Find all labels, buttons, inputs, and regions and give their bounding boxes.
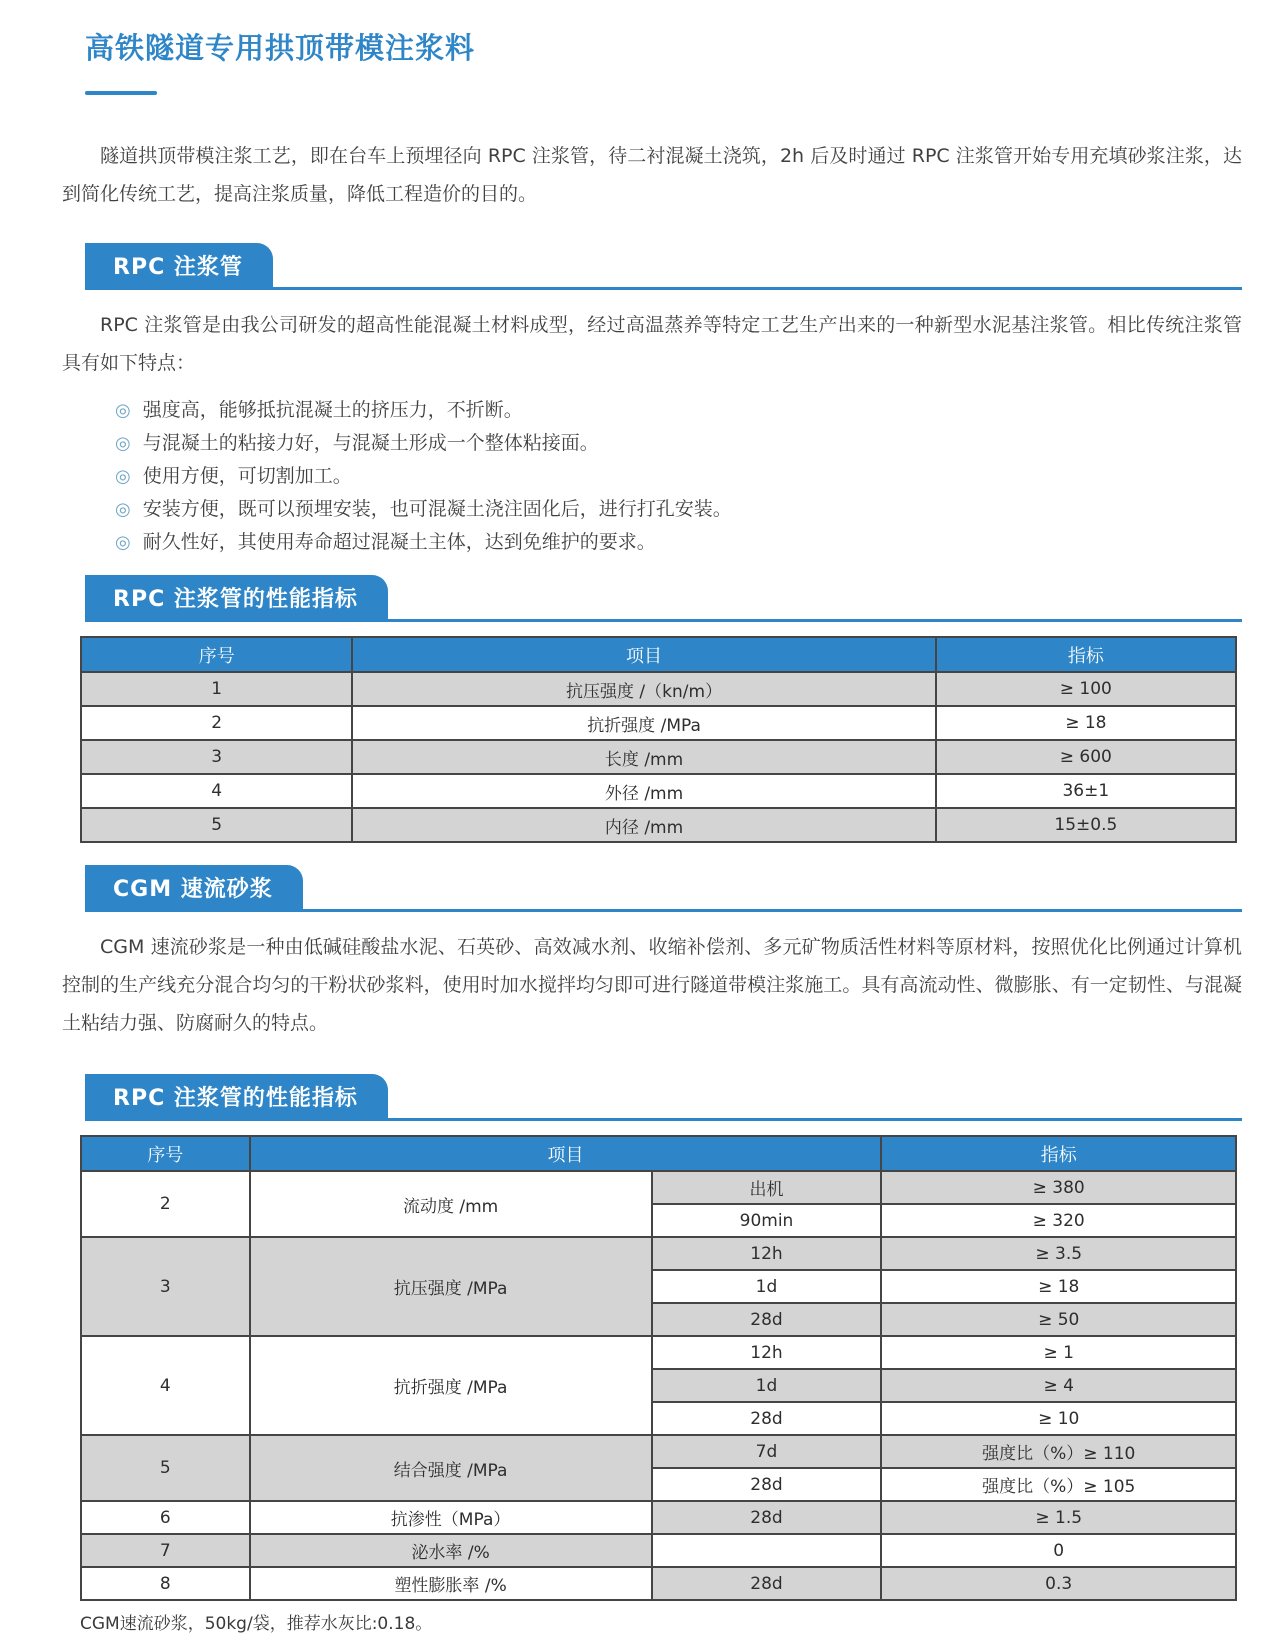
- table-cell: ≥ 4: [881, 1369, 1236, 1402]
- table-cell: 12h: [652, 1237, 882, 1270]
- cgm-body-paragraph: CGM 速流砂浆是一种由低碱硅酸盐水泥、石英砂、高效减水剂、收缩补偿剂、多元矿物质活性材料等原材料，按照优化比例通过计算机控制的生产线充分混合均匀的干粉状砂浆料，使用时加水搅拌均匀即可进行隧道带模注浆施工。具有高流动性、微膨胀、有一定韧性、与混凝土粘结力强、防腐耐久的特点。: [62, 936, 1242, 1034]
- cgm-spec-table: [80, 1135, 1237, 1601]
- table-cell: 外径 /mm: [352, 774, 935, 808]
- list-item: [115, 427, 1242, 460]
- bullet-icon: ◎: [115, 499, 131, 520]
- title-underline: [85, 91, 157, 95]
- table-cell: 序号: [81, 637, 352, 672]
- table-cell: 项目: [352, 637, 935, 672]
- table-row: [81, 706, 1236, 740]
- footer-note: CGM速流砂浆，50kg/袋，推荐水灰比:0.18。: [80, 1614, 433, 1634]
- section-cgm-table: [62, 1074, 1242, 1601]
- list-item-text: 使用方便，可切割加工。: [142, 465, 352, 487]
- intro-paragraph: 隧道拱顶带模注浆工艺，即在台车上预埋径向 RPC 注浆管，待二衬混凝土浇筑，2h 后及时通过 RPC 注浆管开始专用充填砂浆注浆，达到简化传统工艺，提高注浆质量，降低工程造价的目的。: [62, 145, 1242, 205]
- table-cell: 抗压强度 /（kn/m）: [352, 672, 935, 706]
- table-cell: ≥ 1: [881, 1336, 1236, 1369]
- table-cell: 强度比（%）≥ 110: [881, 1435, 1236, 1468]
- table-cell: 3: [81, 740, 352, 774]
- list-item: [115, 493, 1242, 526]
- table-cell: 8: [81, 1567, 250, 1600]
- table-cell: ≥ 600: [936, 740, 1236, 774]
- table-row: [81, 740, 1236, 774]
- table-cell: [652, 1534, 882, 1567]
- table-cell: 2: [81, 1171, 250, 1237]
- table-cell: 抗渗性（MPa）: [250, 1501, 652, 1534]
- bullet-icon: ◎: [115, 400, 131, 421]
- table-cell: 28d: [652, 1501, 882, 1534]
- table-cell: 出机: [652, 1171, 882, 1204]
- table-cell: ≥ 18: [936, 706, 1236, 740]
- table-row: [81, 1567, 1236, 1600]
- bullet-icon: ◎: [115, 433, 131, 454]
- table-cell: 6: [81, 1501, 250, 1534]
- page-title: 高铁隧道专用拱顶带模注浆料: [85, 31, 476, 65]
- section-header: [85, 865, 1242, 912]
- table-cell: ≥ 1.5: [881, 1501, 1236, 1534]
- section-badge-rpc: RPC 注浆管: [85, 243, 273, 287]
- table-row: [81, 1136, 1236, 1171]
- table-cell: 抗折强度 /MPa: [250, 1336, 652, 1435]
- section-rpc: [62, 243, 1242, 559]
- table-cell: 28d: [652, 1567, 882, 1600]
- table-row: [81, 637, 1236, 672]
- table-cell: 塑性膨胀率 /%: [250, 1567, 652, 1600]
- table-cell: 内径 /mm: [352, 808, 935, 842]
- section-cgm: [62, 865, 1242, 1042]
- table-cell: ≥ 10: [881, 1402, 1236, 1435]
- table-cell: 抗压强度 /MPa: [250, 1237, 652, 1336]
- section-badge-cgm: CGM 速流砂浆: [85, 865, 303, 909]
- table-cell: 5: [81, 808, 352, 842]
- table-row: [81, 1435, 1236, 1468]
- rpc-spec-table: [80, 636, 1237, 843]
- list-item-text: 安装方便，既可以预埋安装，也可混凝土浇注固化后，进行打孔安装。: [142, 498, 732, 520]
- table-cell: ≥ 380: [881, 1171, 1236, 1204]
- table-cell: 28d: [652, 1402, 882, 1435]
- section-header: [85, 243, 1242, 290]
- table-cell: 3: [81, 1237, 250, 1336]
- bullet-icon: ◎: [115, 466, 131, 487]
- table-row: [81, 1534, 1236, 1567]
- table-cell: 36±1: [936, 774, 1236, 808]
- table-cell: 泌水率 /%: [250, 1534, 652, 1567]
- table-cell: 5: [81, 1435, 250, 1501]
- table-cell: 流动度 /mm: [250, 1171, 652, 1237]
- list-item-text: 强度高，能够抵抗混凝土的挤压力，不折断。: [142, 399, 523, 421]
- list-item-text: 与混凝土的粘接力好，与混凝土形成一个整体粘接面。: [142, 432, 599, 454]
- list-item: [115, 394, 1242, 427]
- table-cell: 12h: [652, 1336, 882, 1369]
- table-cell: 7: [81, 1534, 250, 1567]
- table-cell: 长度 /mm: [352, 740, 935, 774]
- table-cell: 4: [81, 1336, 250, 1435]
- table-row: [81, 1171, 1236, 1204]
- table-row: [81, 672, 1236, 706]
- bullet-icon: ◎: [115, 532, 131, 553]
- table-cell: 强度比（%）≥ 105: [881, 1468, 1236, 1501]
- table-cell: 抗折强度 /MPa: [352, 706, 935, 740]
- section-badge-rpc-specs: RPC 注浆管的性能指标: [85, 575, 388, 619]
- section-rpc-table: [62, 575, 1242, 843]
- table-cell: ≥ 320: [881, 1204, 1236, 1237]
- list-item: [115, 526, 1242, 559]
- table-row: [81, 808, 1236, 842]
- table-cell: 序号: [81, 1136, 250, 1171]
- table-cell: 90min: [652, 1204, 882, 1237]
- table-cell: 15±0.5: [936, 808, 1236, 842]
- table-cell: 指标: [936, 637, 1236, 672]
- table-row: [81, 1237, 1236, 1270]
- table-cell: 0: [881, 1534, 1236, 1567]
- table-cell: 结合强度 /MPa: [250, 1435, 652, 1501]
- table-cell: ≥ 100: [936, 672, 1236, 706]
- table-cell: ≥ 3.5: [881, 1237, 1236, 1270]
- table-cell: 0.3: [881, 1567, 1236, 1600]
- table-cell: 28d: [652, 1468, 882, 1501]
- rpc-feature-list: [115, 394, 1242, 559]
- list-item: [115, 460, 1242, 493]
- rpc-body-paragraph: RPC 注浆管是由我公司研发的超高性能混凝土材料成型，经过高温蒸养等特定工艺生产出来的一种新型水泥基注浆管。相比传统注浆管具有如下特点：: [62, 314, 1242, 374]
- section-badge-cgm-specs: RPC 注浆管的性能指标: [85, 1074, 388, 1118]
- section-header: [85, 575, 1242, 622]
- table-cell: ≥ 18: [881, 1270, 1236, 1303]
- table-cell: ≥ 50: [881, 1303, 1236, 1336]
- table-row: [81, 1501, 1236, 1534]
- section-header: [85, 1074, 1242, 1121]
- table-cell: 4: [81, 774, 352, 808]
- table-cell: 1d: [652, 1270, 882, 1303]
- table-row: [81, 774, 1236, 808]
- table-cell: 项目: [250, 1136, 882, 1171]
- table-cell: 7d: [652, 1435, 882, 1468]
- table-cell: 1d: [652, 1369, 882, 1402]
- table-cell: 28d: [652, 1303, 882, 1336]
- table-cell: 指标: [881, 1136, 1236, 1171]
- table-row: [81, 1336, 1236, 1369]
- table-cell: 1: [81, 672, 352, 706]
- table-cell: 2: [81, 706, 352, 740]
- list-item-text: 耐久性好，其使用寿命超过混凝土主体，达到免维护的要求。: [142, 531, 656, 553]
